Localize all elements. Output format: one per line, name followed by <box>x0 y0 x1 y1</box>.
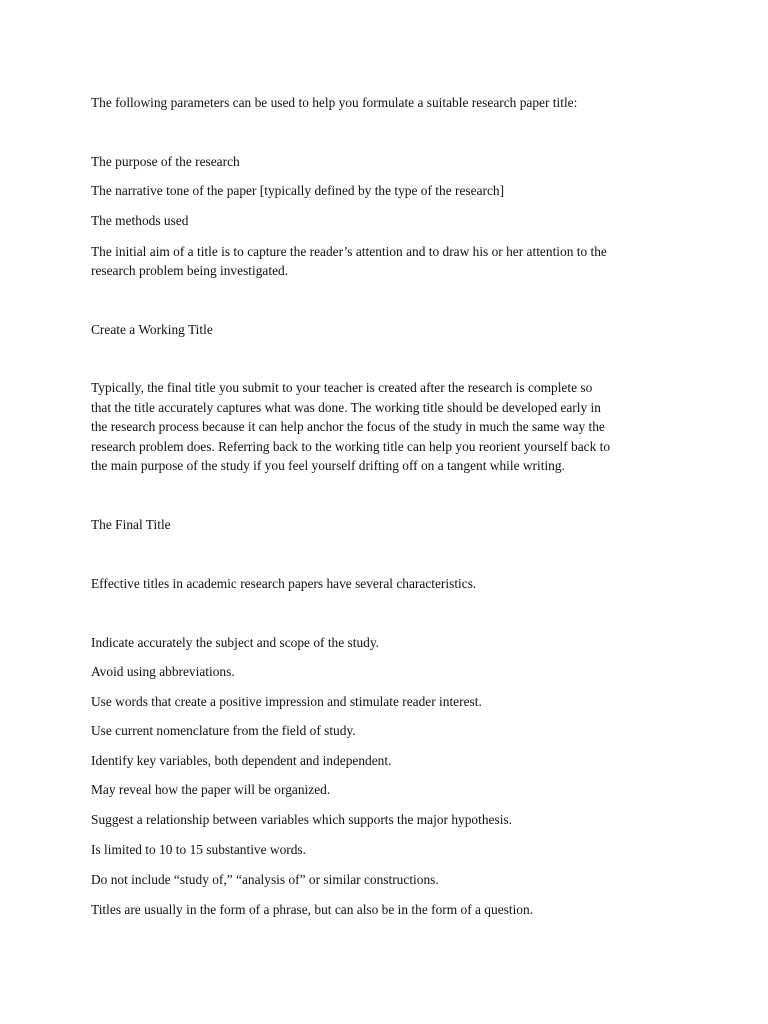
parameter-item: The purpose of the research <box>91 154 240 169</box>
working-title-paragraph-line: that the title accurately captures what was done. The working title should be developed early in <box>91 400 601 415</box>
working-title-paragraph-line: the main purpose of the study if you feel yourself drifting off on a tangent while writing. <box>91 458 565 473</box>
characteristic-item: Titles are usually in the form of a phrase, but can also be in the form of a question. <box>91 902 534 917</box>
working-title-paragraph-line: research problem does. Referring back to the working title can help you reorient yourself back to <box>91 439 611 454</box>
characteristic-item: Indicate accurately the subject and scope of the study. <box>91 635 380 650</box>
characteristic-item: Use current nomenclature from the field of study. <box>91 723 356 738</box>
aim-text-line: research problem being investigated. <box>91 263 289 278</box>
characteristic-item: Do not include “study of,” “analysis of” or similar constructions. <box>91 872 439 887</box>
characteristic-item: Avoid using abbreviations. <box>91 664 235 679</box>
characteristic-item: May reveal how the paper will be organized. <box>91 782 331 797</box>
final-title-intro: Effective titles in academic research papers have several characteristics. <box>91 576 477 591</box>
intro-text: The following parameters can be used to help you formulate a suitable research paper title: <box>91 95 578 110</box>
parameter-item: The narrative tone of the paper [typically defined by the type of the research] <box>91 183 505 198</box>
working-title-paragraph-line: the research process because it can help anchor the focus of the study in much the same way the <box>91 419 605 434</box>
aim-text-line: The initial aim of a title is to capture the reader’s attention and to draw his or her attention to the <box>91 244 607 259</box>
section-heading-working-title: Create a Working Title <box>91 322 213 337</box>
characteristic-item: Suggest a relationship between variables which supports the major hypothesis. <box>91 812 512 827</box>
section-heading-final-title: The Final Title <box>91 517 171 532</box>
characteristic-item: Use words that create a positive impression and stimulate reader interest. <box>91 694 482 709</box>
parameter-item: The methods used <box>91 213 189 228</box>
working-title-paragraph-line: Typically, the final title you submit to your teacher is created after the research is complete so <box>91 380 593 395</box>
characteristic-item: Identify key variables, both dependent and independent. <box>91 753 392 768</box>
characteristic-item: Is limited to 10 to 15 substantive words. <box>91 842 306 857</box>
